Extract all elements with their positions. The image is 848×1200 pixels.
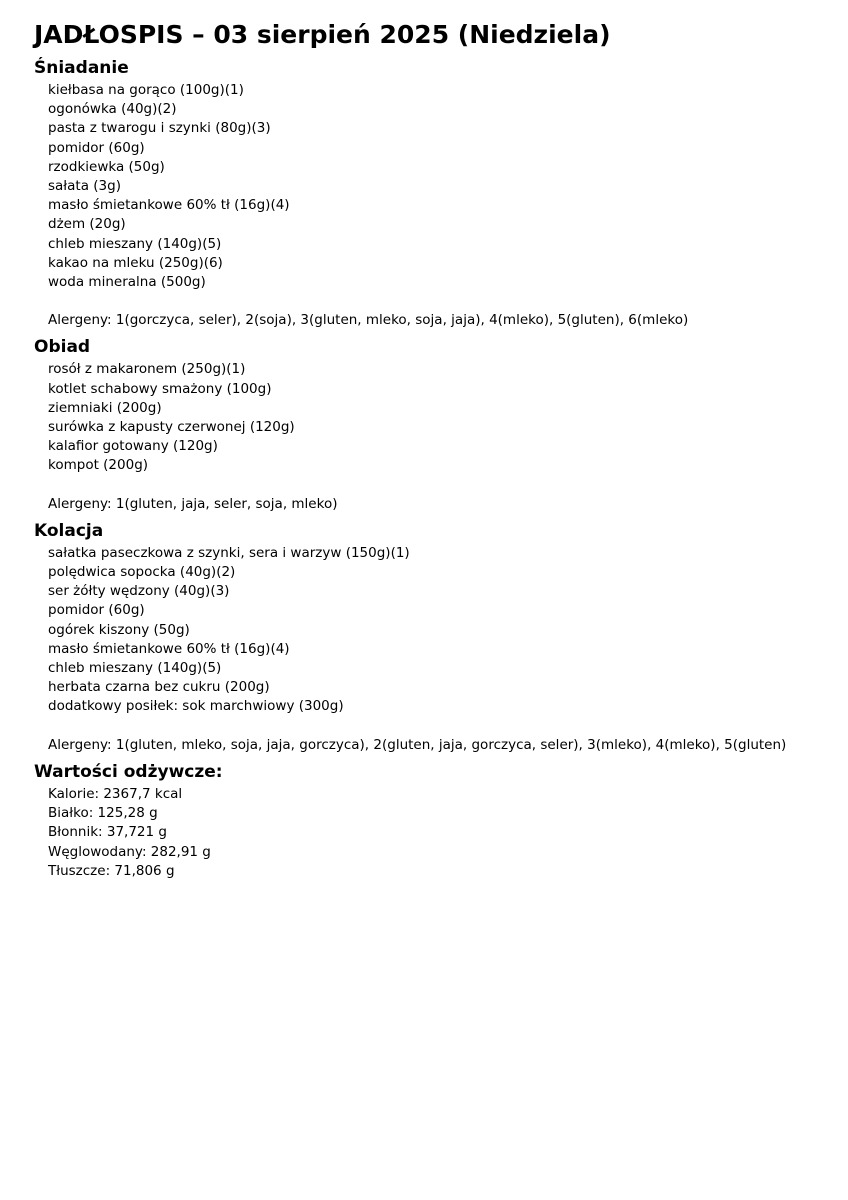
breakfast-items-list: [48, 81, 848, 292]
list-item: pomidor (60g): [48, 139, 145, 156]
list-item: pasta z twarogu i szynki (80g)(3): [48, 120, 271, 137]
nutrition-calories: Kalorie: 2367,7 kcal: [48, 785, 183, 802]
list-item: kotlet schabowy smażony (100g): [48, 380, 272, 397]
list-item: dżem (20g): [48, 216, 126, 233]
list-item: chleb mieszany (140g)(5): [48, 235, 222, 252]
lunch-items-list: [48, 360, 848, 475]
allergens-dinner: Alergeny: 1(gluten, mleko, soja, jaja, gorczyca), 2(gluten, jaja, gorczyca, seler), 3(mleko), 4(mleko), 5(gluten): [48, 736, 787, 753]
list-item: ser żółty wędzony (40g)(3): [48, 583, 230, 600]
page-title: JADŁOSPIS – 03 sierpień 2025 (Niedziela): [34, 20, 611, 49]
list-item: masło śmietankowe 60% tł (16g)(4): [48, 640, 290, 657]
list-item: kalafior gotowany (120g): [48, 438, 218, 455]
section-breakfast: [34, 57, 848, 330]
list-item: chleb mieszany (140g)(5): [48, 660, 222, 677]
list-item: pomidor (60g): [48, 602, 145, 619]
list-item: ziemniaki (200g): [48, 399, 162, 416]
list-item: kakao na mleku (250g)(6): [48, 254, 223, 271]
section-lunch: [34, 336, 848, 513]
list-item: ogórek kiszony (50g): [48, 621, 190, 638]
list-item: woda mineralna (500g): [48, 274, 206, 291]
nutrition-protein: Białko: 125,28 g: [48, 805, 158, 822]
list-item: dodatkowy posiłek: sok marchwiowy (300g): [48, 698, 344, 715]
section-dinner: [34, 520, 848, 755]
nutrition-items-list: [48, 785, 848, 881]
list-item: surówka z kapusty czerwonej (120g): [48, 419, 295, 436]
allergens-breakfast: Alergeny: 1(gorczyca, seler), 2(soja), 3(gluten, mleko, soja, jaja), 4(mleko), 5(gluten), 6(mleko): [48, 312, 689, 329]
section-nutrition: [34, 761, 848, 881]
list-item: polędwica sopocka (40g)(2): [48, 564, 236, 581]
nutrition-carbohydrates: Węglowodany: 282,91 g: [48, 843, 211, 860]
list-item: masło śmietankowe 60% tł (16g)(4): [48, 197, 290, 214]
section-title-dinner: Kolacja: [34, 520, 104, 541]
list-item: ogonówka (40g)(2): [48, 101, 177, 118]
nutrition-fiber: Błonnik: 37,721 g: [48, 824, 167, 841]
list-item: sałata (3g): [48, 178, 121, 195]
list-item: herbata czarna bez cukru (200g): [48, 679, 270, 696]
allergens-lunch: Alergeny: 1(gluten, jaja, seler, soja, mleko): [48, 495, 338, 512]
list-item: kompot (200g): [48, 457, 149, 474]
dinner-items-list: [48, 544, 848, 717]
section-title-lunch: Obiad: [34, 337, 91, 358]
nutrition-fat: Tłuszcze: 71,806 g: [48, 862, 175, 879]
list-item: rzodkiewka (50g): [48, 158, 165, 175]
list-item: kiełbasa na gorąco (100g)(1): [48, 82, 244, 98]
list-item: rosół z makaronem (250g)(1): [48, 361, 246, 378]
section-title-nutrition: Wartości odżywcze:: [34, 761, 223, 782]
section-title-breakfast: Śniadanie: [34, 58, 129, 78]
list-item: sałatka paseczkowa z szynki, sera i warzyw (150g)(1): [48, 544, 410, 561]
